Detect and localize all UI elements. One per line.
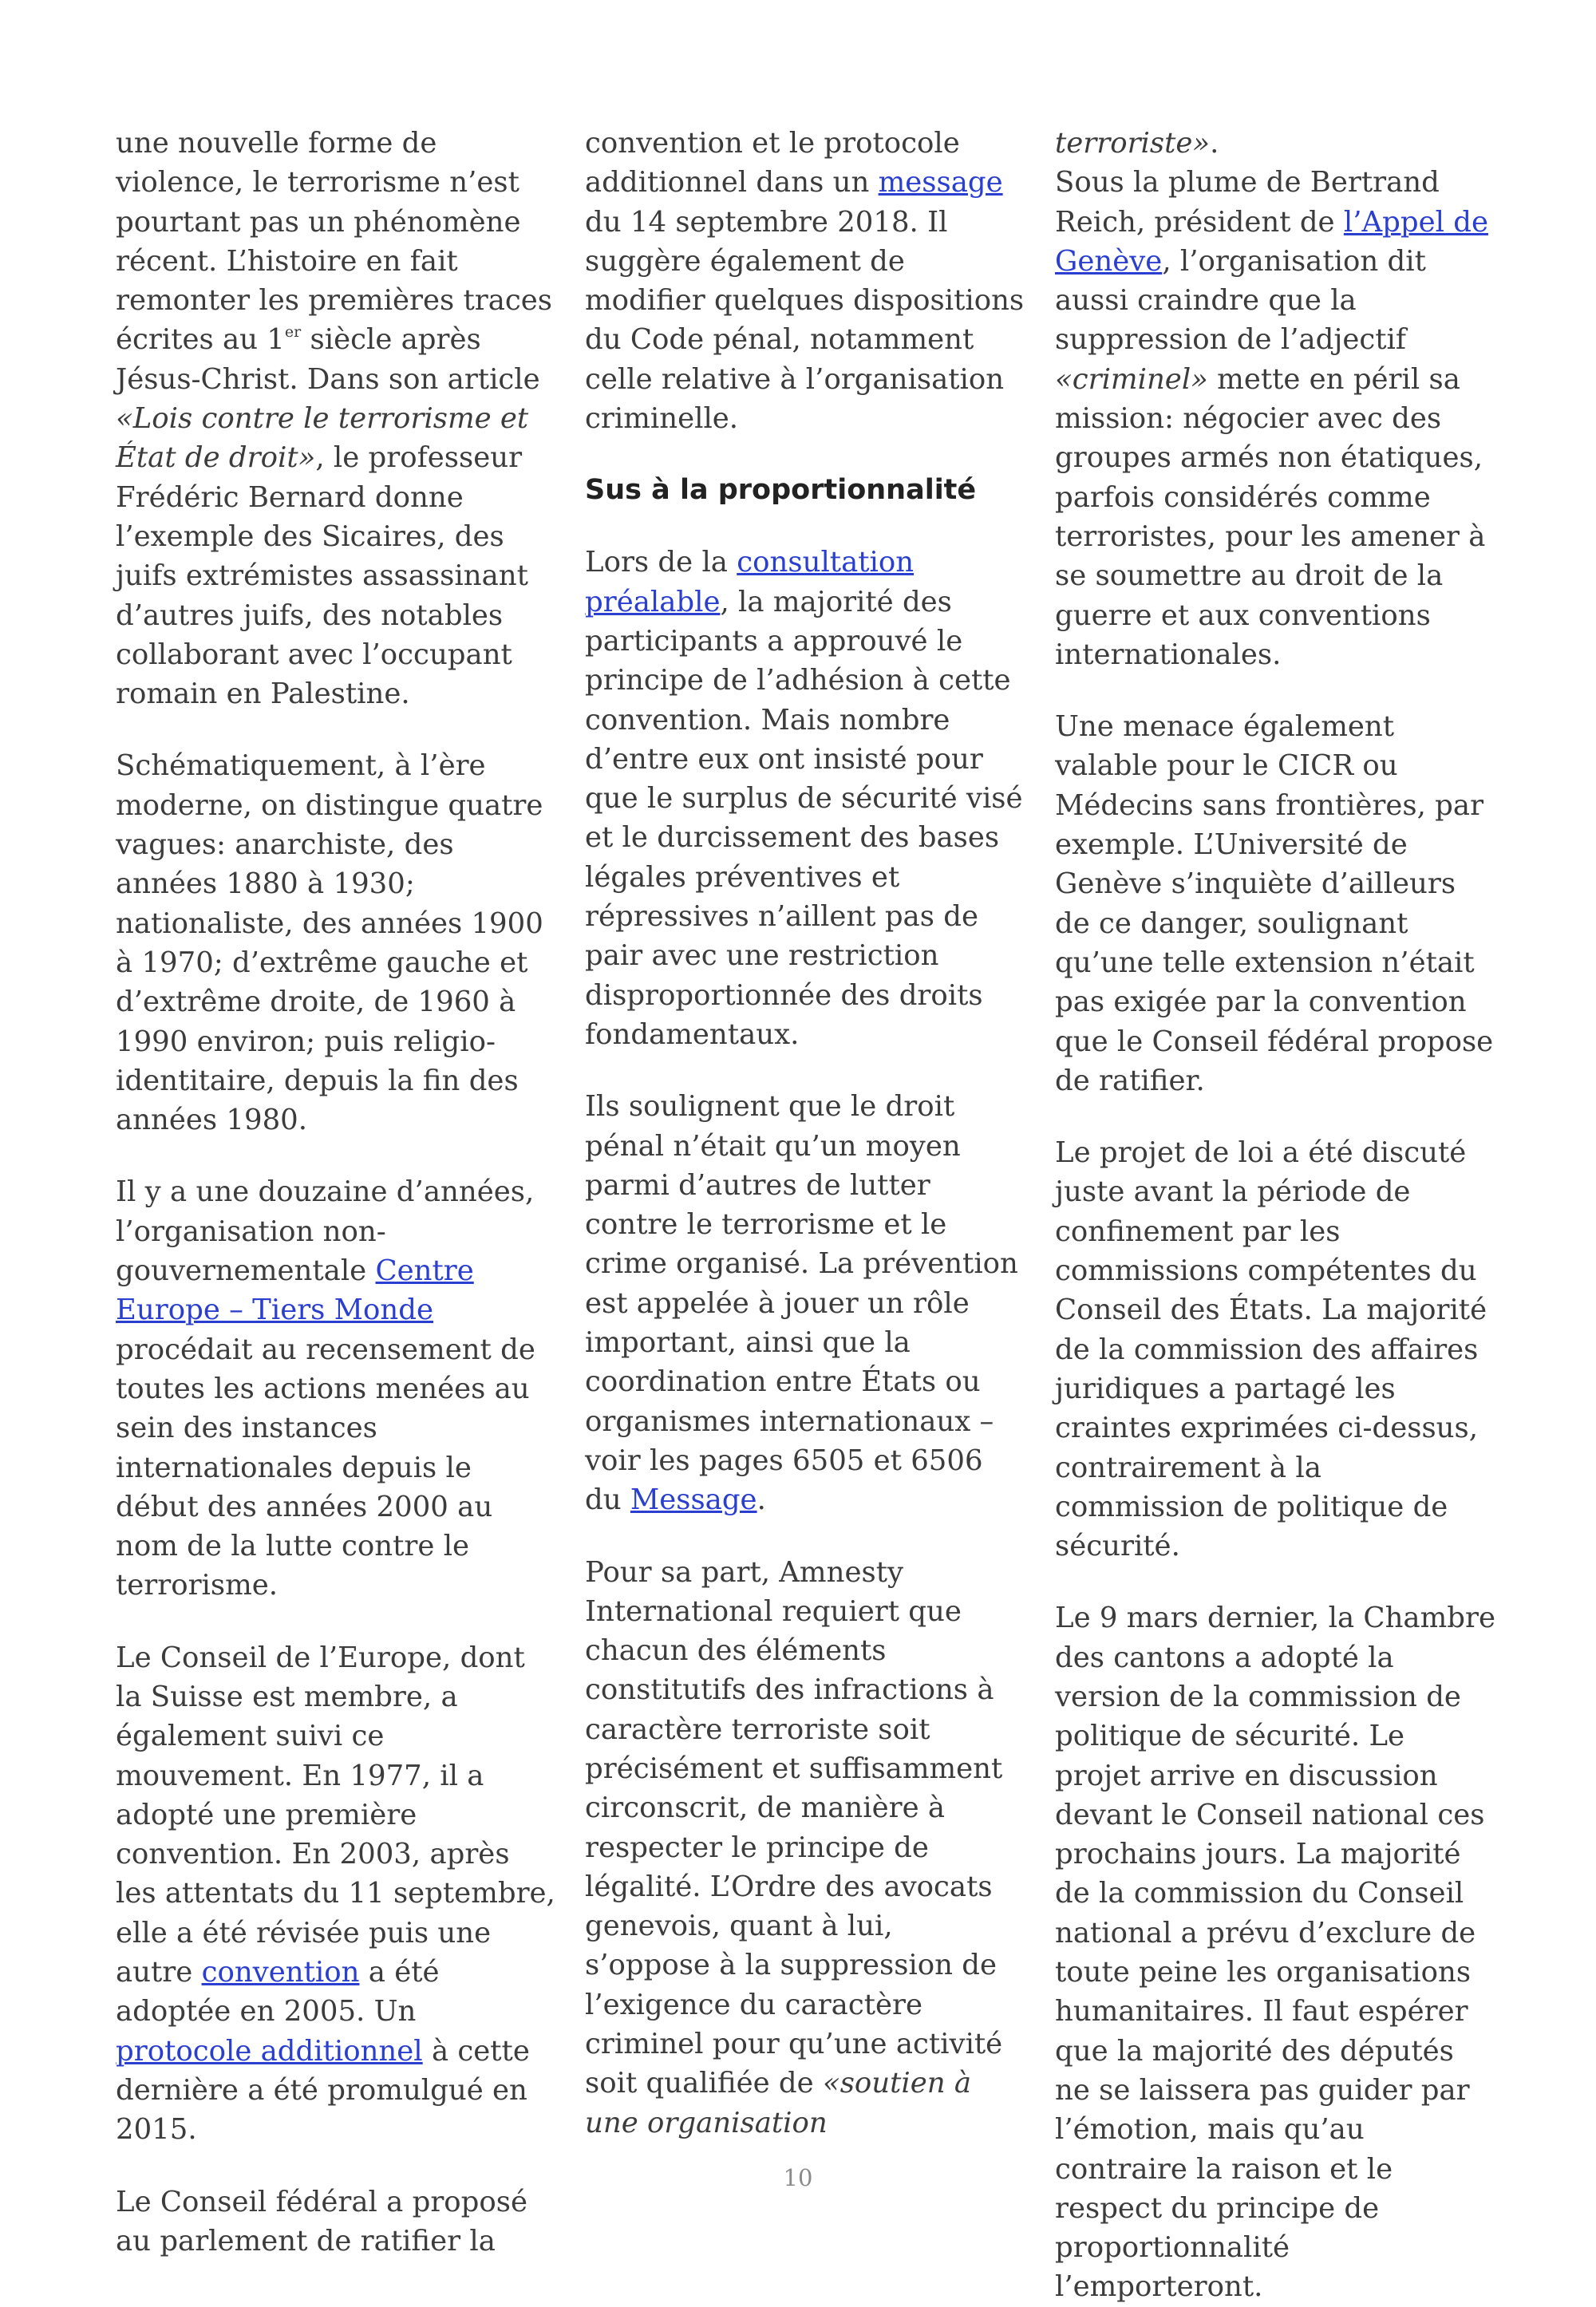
text-column-3 bbox=[1055, 124, 1495, 2307]
paragraph-amnesty: Pour sa part, Amnesty International requiert que chacun des éléments constitutifs des infractions à caractère terroriste soit précisément et suffisamment circonscrit, de manière à respecter le principe de légalité. L’Ordre des avocats genevois, quant à lui, s’oppose à la suppression de l’exigence du caractère criminel pour qu’une activité soit qualifiée de «soutien à une organisation bbox=[585, 1555, 1003, 2139]
paragraph-appel-de-geneve: terroriste». Sous la plume de Bertrand Reich, président de l’Appel de Genève, l’organisation dit aussi craindre que la suppression de l’adjectif «criminel» mette en péril sa mission: négocier avec des groupes armés non étatiques, parfois considérés comme terroristes, pour les amener à se soumettre au droit de la guerre et aux conventions internationales. bbox=[1055, 127, 1488, 671]
section-heading: Sus à la proportionnalité bbox=[585, 474, 977, 507]
paragraph-draft-law: Le projet de loi a été discuté juste avant la période de confinement par les commissions compétentes du Conseil des États. La majorité de la commission des affaires juridiques a partagé les craintes exprimées ci-dessus, contrairement à la commission de politique de sécurité. bbox=[1055, 1136, 1487, 1563]
appel-de-geneve-link[interactable]: l’Appel de Genève bbox=[1055, 205, 1488, 278]
paragraph-consultation: Lors de la consultation préalable, la majorité des participants a approuvé le principe de l’adhésion à cette convention. Mais nombre d’entre eux ont insisté pour que le surplus de sécurité visé et le durcissement des bases légales préventives et répressives n’aillent pas de pair avec une restriction disproportionnée des droits fondamentaux. bbox=[585, 546, 1023, 1051]
text-column-2 bbox=[585, 124, 1025, 2143]
paragraph-waves: Schématiquement, à l’ère moderne, on distingue quatre vagues: anarchiste, des années 1880 à 1930; nationaliste, des années 1900 à 1970; d’extrême gauche et d’extrême droite, de 1960 à 1990 environ; puis religio-identitaire, depuis la fin des années 1980. bbox=[116, 749, 543, 1137]
page-number: 10 bbox=[783, 2164, 813, 2191]
centre-europe-tiers-monde-link[interactable]: Centre Europe – Tiers Monde bbox=[116, 1254, 474, 1327]
paragraph-message: convention et le protocole additionnel dans un message du 14 septembre 2018. Il suggère également de modifier quelques dispositions du Code pénal, notamment celle relative à l’organisation criminelle. bbox=[585, 127, 1025, 436]
protocole-additionnel-link[interactable]: protocole additionnel bbox=[116, 2034, 423, 2068]
paragraph-cicr: Une menace également valable pour le CICR ou Médecins sans frontières, par exemple. L’Université de Genève s’inquiète d’ailleurs de ce danger, soulignant qu’une telle extension n’était pas exigée par la convention que le Conseil fédéral propose de ratifier. bbox=[1055, 710, 1494, 1097]
ordinal-superscript: er bbox=[284, 323, 302, 342]
consultation-prealable-link[interactable]: consultation préalable bbox=[585, 546, 915, 618]
convention-link[interactable]: convention bbox=[201, 1956, 360, 1989]
message-pages-link[interactable]: Message bbox=[630, 1483, 757, 1517]
paragraph-ngo: Il y a une douzaine d’années, l’organisation non-gouvernementale Centre Europe – Tiers Monde procédait au recensement de toutes les actions menées au sein des instances internationales depuis le début des années 2000 au nom de la lutte contre le terrorisme. bbox=[116, 1175, 535, 1602]
paragraph-history: une nouvelle forme de violence, le terrorisme n’est pourtant pas un phénomène récent. L’histoire en fait remonter les premières traces écrites au 1er siècle après Jésus-Christ. Dans son article «Lois contre le terrorisme et État de droit», le professeur Frédéric Bernard donne l’exemple des Sicaires, des juifs extrémistes assassinant d’autres juifs, des notables collaborant avec l’occupant romain en Palestine. bbox=[116, 127, 552, 711]
text-column-1 bbox=[116, 124, 556, 2261]
article-title: «Lois contre le terrorisme et État de droit» bbox=[116, 402, 529, 475]
message-link[interactable]: message bbox=[878, 166, 1003, 199]
paragraph-council-of-europe: Le Conseil de l’Europe, dont la Suisse est membre, a également suivi ce mouvement. En 1977, il a adopté une première convention. En 2003, après les attentats du 11 septembre, elle a été révisée puis une autre convention a été adoptée en 2005. Un protocole additionnel à cette dernière a été promulgué en 2015. bbox=[116, 1641, 555, 2147]
paragraph-federal-council: Le Conseil fédéral a proposé au parlement de ratifier la bbox=[116, 2185, 527, 2258]
paragraph-chambre: Le 9 mars dernier, la Chambre des cantons a adopté la version de la commission de politique de sécurité. Le projet arrive en discussion devant le Conseil national ces prochains jours. La majorité de la commission du Conseil national a prévu d’exclure de toute peine les organisations humanitaires. Il faut espérer que la majorité des députés ne se laissera pas guider par l’émotion, mais qu’au contraire la raison et le respect du principe de proportionnalité l’emporteront. bbox=[1055, 1602, 1495, 2304]
paragraph-penal-law: Ils soulignent que le droit pénal n’était qu’un moyen parmi d’autres de lutter contre le terrorisme et le crime organisé. La prévention est appelée à jouer un rôle important, ainsi que la coordination entre États ou organismes internationaux – voir les pages 6505 et 6506 du Message. bbox=[585, 1090, 1018, 1517]
